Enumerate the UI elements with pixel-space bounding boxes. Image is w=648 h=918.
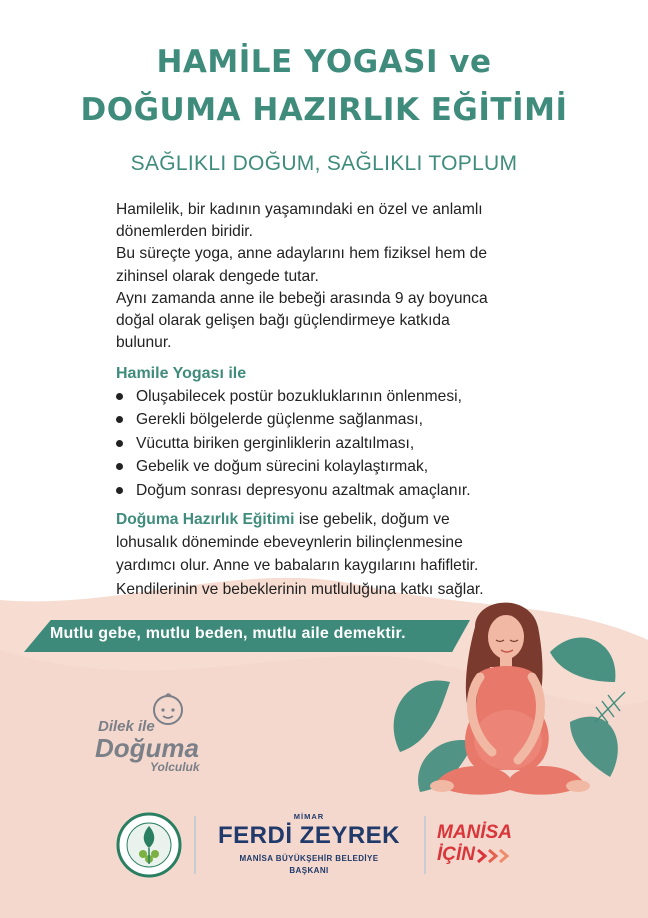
section-title: Hamile Yogası ile [116,365,247,382]
manisa-text: MANİSA [437,822,512,843]
slogan-text: Mutlu gebe, mutlu beden, mutlu aile demektir. [50,625,406,642]
brand-doguma-text: Doğuma [95,733,199,763]
intro-line: Bu süreçte yoga, anne adaylarını hem fiziksel hem de [116,245,487,263]
bullet-icon [116,487,123,494]
intro-line: bulunur. [116,334,172,352]
paragraph-line: lohusalık döneminde ebeveynlerin bilinçlenmesine [116,534,463,552]
intro-line: dönemlerden biridir. [116,223,253,241]
intro-line: Aynı zamanda anne ile bebeği arasında 9 ay boyunca [116,289,488,307]
training-paragraph [116,508,556,601]
paragraph-line: Kendilerinin ve bebeklerinin mutluluğuna katkı sağlar. [116,580,484,598]
pregnant-woman-illustration [380,592,630,812]
fern-icon [595,692,625,723]
intro-paragraph [116,199,556,354]
footer-divider [424,816,426,874]
mayor-name: FERDİ ZEYREK [217,822,400,849]
municipality-label: MANİSA BÜYÜKŞEHİR BELEDİYE [239,854,379,863]
list-item [114,479,564,502]
title-line-2: DOĞUMA HAZIRLIK EĞİTİMİ [80,92,568,128]
municipality-seal-icon [116,812,182,878]
list-item-text: Doğum sonrası depresyonu azaltmak amaçlanır. [136,481,471,499]
paragraph-line [116,508,556,531]
bullet-icon [116,416,123,423]
benefits-list [114,385,564,502]
intro-line: doğal olarak gelişen bağı güçlendirmeye katkıda [116,312,450,330]
bullet-icon [116,463,123,470]
list-item-text: Oluşabilecek postür bozukluklarının önlenmesi, [136,388,462,405]
list-item-text: Gerekli bölgelerde güçlenme sağlanması, [136,411,423,429]
mimar-label: MİMAR [293,812,325,821]
paragraph-line: yardımcı olur. Anne ve babaların kaygılarını hafifletir. [116,557,479,575]
list-item [114,455,564,478]
training-highlight: Doğuma Hazırlık Eğitimi [116,511,295,528]
brand-dilek-text: Dilek ile [98,718,155,735]
list-item [114,408,564,431]
footer-divider [194,816,196,874]
chevron-right-icon [476,848,516,864]
list-item [114,432,564,455]
subtitle: SAĞLIKLI DOĞUM, SAĞLIKLI TOPLUM [130,152,518,175]
icin-text: İÇİN [437,844,475,865]
list-item-text: Gebelik ve doğum sürecini kolaylaştırmak, [136,458,429,476]
list-item-text: Vücutta biriken gerginliklerin azaltılması, [136,434,415,452]
bullet-icon [116,440,123,447]
paragraph-text: ise gebelik, doğum ve [294,511,450,528]
bullet-icon [116,393,123,400]
title-line-1: HAMİLE YOGASI ve [156,44,492,80]
list-item [114,385,564,408]
brand-yolculuk-text: Yolculuk [150,760,200,774]
title-label: BAŞKANI [289,866,329,875]
intro-line: zihinsel olarak dengede tutar. [116,267,319,285]
intro-line: Hamilelik, bir kadının yaşamındaki en özel ve anlamlı [116,201,483,218]
